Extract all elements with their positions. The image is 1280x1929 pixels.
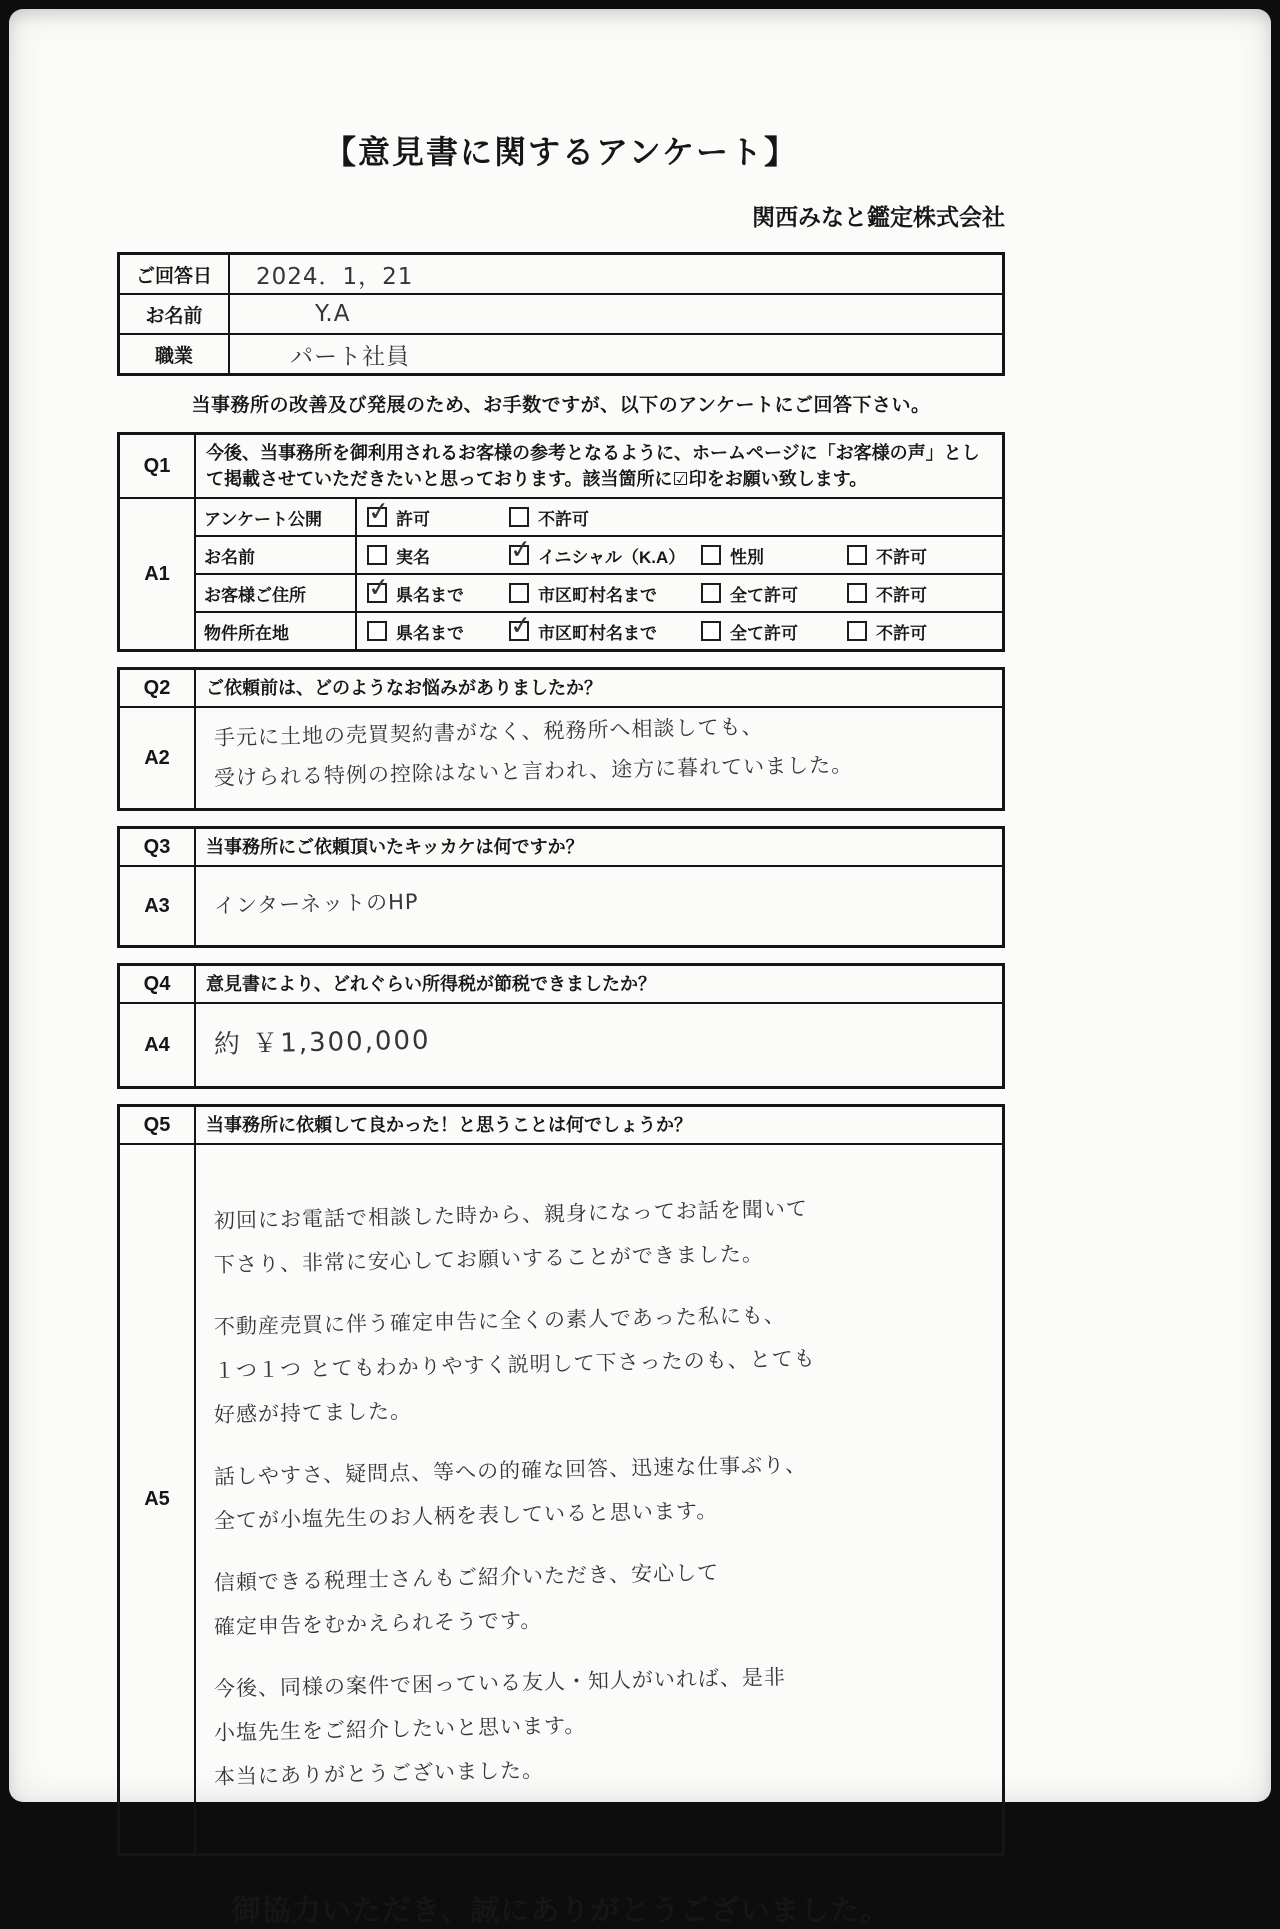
a1-field-name: お名前: [195, 536, 356, 574]
option-gender: 性別: [701, 543, 847, 568]
info-label-name: お名前: [119, 294, 230, 334]
a2-answer: [195, 707, 1004, 810]
q3-text: 当事務所にご依頼頂いたキッカケは何ですか？: [195, 828, 1004, 867]
handwritten-line: 下さり、非常に安心してお願いすることができました。: [213, 1241, 765, 1277]
checkbox-icon: [847, 583, 867, 603]
checkbox-icon: [367, 621, 387, 641]
checkbox-icon: [367, 507, 387, 527]
checkbox-icon: [509, 621, 529, 641]
checkbox-icon: [509, 583, 529, 603]
a1-row: [119, 574, 1004, 612]
a1-field-publish: アンケート公開: [195, 498, 356, 536]
table-row: [119, 1106, 1004, 1145]
checkbox-icon: [847, 621, 867, 641]
q4-label: Q4: [119, 965, 196, 1004]
q2-text: ご依頼前は、どのようなお悩みがありましたか？: [195, 669, 1004, 708]
handwritten-line: 話しやすさ、疑問点、等への的確な回答、迅速な仕事ぶり、: [213, 1452, 808, 1489]
q3-label: Q3: [119, 828, 196, 867]
option-realname: 実名: [361, 543, 509, 568]
q4-section: [117, 963, 1005, 1089]
q1-section: [117, 432, 1005, 652]
q3-section: [117, 826, 1005, 948]
a1-label: A1: [119, 498, 196, 651]
a1-row: [119, 536, 1004, 574]
footer-thanks: 御協力いただき、誠にありがとうございました。: [231, 1895, 891, 1927]
handwritten-line: 受けられる特例の控除はないと言われ、途方に暮れていました。: [213, 752, 854, 790]
table-row: [119, 866, 1004, 947]
form-title: 【意見書に関するアンケート】: [323, 134, 799, 170]
table-row: [119, 254, 1004, 295]
handwritten-line: 好感が持てました。: [213, 1398, 413, 1427]
info-value-name: Y.A: [315, 301, 351, 327]
handwritten-line: インターネットのHP: [213, 889, 419, 918]
table-row: [119, 434, 1004, 499]
info-label-date: ご回答日: [119, 254, 230, 295]
table-row: [119, 707, 1004, 810]
option-deny: 不許可: [509, 505, 701, 530]
option-all-permitted: 全て許可: [701, 619, 847, 644]
table-row: [119, 294, 1004, 334]
table-row: [119, 965, 1004, 1004]
table-row: [119, 1003, 1004, 1088]
option-municipality: ✓ 市区町村名まで: [509, 619, 701, 644]
handwritten-line: 初回にお電話で相談した時から、親身になってお話を聞いて: [213, 1196, 809, 1233]
a5-label: A5: [119, 1144, 196, 1855]
option-prefecture: 県名まで: [361, 619, 509, 644]
scanned-survey-page: [9, 9, 1271, 1927]
handwritten-line: 小塩先生をご紹介したいと思います。: [213, 1713, 587, 1745]
handwritten-line: １つ１つ とてもわかりやすく説明して下さったのも、とても: [213, 1346, 816, 1383]
table-row: [119, 1144, 1004, 1855]
a3-label: A3: [119, 866, 196, 947]
handwritten-line: 本当にありがとうございました。: [213, 1758, 545, 1789]
table-row: [119, 669, 1004, 708]
a5-answer: [195, 1144, 1004, 1855]
table-row: [119, 828, 1004, 867]
q5-text: 当事務所に依頼して良かった！と思うことは何でしょうか？: [195, 1106, 1004, 1145]
handwritten-line: 信頼できる税理士さんもご紹介いただき、安心して: [213, 1560, 720, 1595]
q5-section: [117, 1104, 1005, 1856]
option-municipality: 市区町村名まで: [509, 581, 701, 606]
handwritten-line: 不動産売買に伴う確定申告に全くの素人であった私にも、: [213, 1303, 786, 1339]
a1-row: [119, 612, 1004, 651]
option-permit: ✓ 許可: [361, 505, 509, 530]
handwritten-line: 全てが小塩先生のお人柄を表していると思います。: [213, 1498, 719, 1533]
survey-instruction: 当事務所の改善及び発展のため、お手数ですが、以下のアンケートにご回答下さい。: [191, 395, 931, 416]
handwritten-line: 今後、同様の案件で困っている友人・知人がいれば、是非: [213, 1665, 787, 1701]
checkbox-icon: [367, 545, 387, 565]
option-prefecture: ✓ 県名まで: [361, 581, 509, 606]
info-value-date: 2024．1，21: [256, 263, 414, 290]
info-value-occupation: パート社員: [290, 343, 410, 370]
respondent-info-table: [117, 252, 1005, 376]
q1-label: Q1: [119, 434, 196, 499]
form-content: [117, 9, 1005, 1929]
info-label-occupation: 職業: [119, 334, 230, 375]
q1-text: 今後、当事務所を御利用されるお客様の参考となるように、ホームページに「お客様の声」として掲載させていただきたいと思っております。該当箇所に☑印をお願い致します。: [195, 434, 1004, 499]
option-deny: 不許可: [847, 581, 998, 606]
option-deny: 不許可: [847, 543, 998, 568]
checkbox-icon: [701, 583, 721, 603]
option-deny: 不許可: [847, 619, 998, 644]
a4-label: A4: [119, 1003, 196, 1088]
a4-answer: [195, 1003, 1004, 1088]
checkbox-icon: [701, 621, 721, 641]
handwritten-line: 確定申告をむかえられそうです。: [213, 1608, 543, 1639]
a3-answer: [195, 866, 1004, 947]
a1-field-property-location: 物件所在地: [195, 612, 356, 651]
checkbox-icon: [509, 507, 529, 527]
handwritten-line: 手元に土地の売買契約書がなく、税務所へ相談しても、: [213, 714, 764, 750]
checkbox-icon: [509, 545, 529, 565]
q4-text: 意見書により、どれぐらい所得税が節税できましたか？: [195, 965, 1004, 1004]
q5-label: Q5: [119, 1106, 196, 1145]
a1-row: [119, 498, 1004, 536]
checkbox-icon: [847, 545, 867, 565]
table-row: [119, 334, 1004, 375]
company-name: 関西みなと鑑定株式会社: [752, 204, 1005, 230]
option-all-permitted: 全て許可: [701, 581, 847, 606]
a1-field-customer-address: お客様ご住所: [195, 574, 356, 612]
handwritten-line: 約 ￥1,300,000: [213, 1025, 431, 1060]
a2-label: A2: [119, 707, 196, 810]
checkbox-icon: [367, 583, 387, 603]
checkbox-icon: [701, 545, 721, 565]
q2-label: Q2: [119, 669, 196, 708]
option-initials: ✓ イニシャル（K.A）: [509, 543, 701, 568]
q2-section: [117, 667, 1005, 811]
